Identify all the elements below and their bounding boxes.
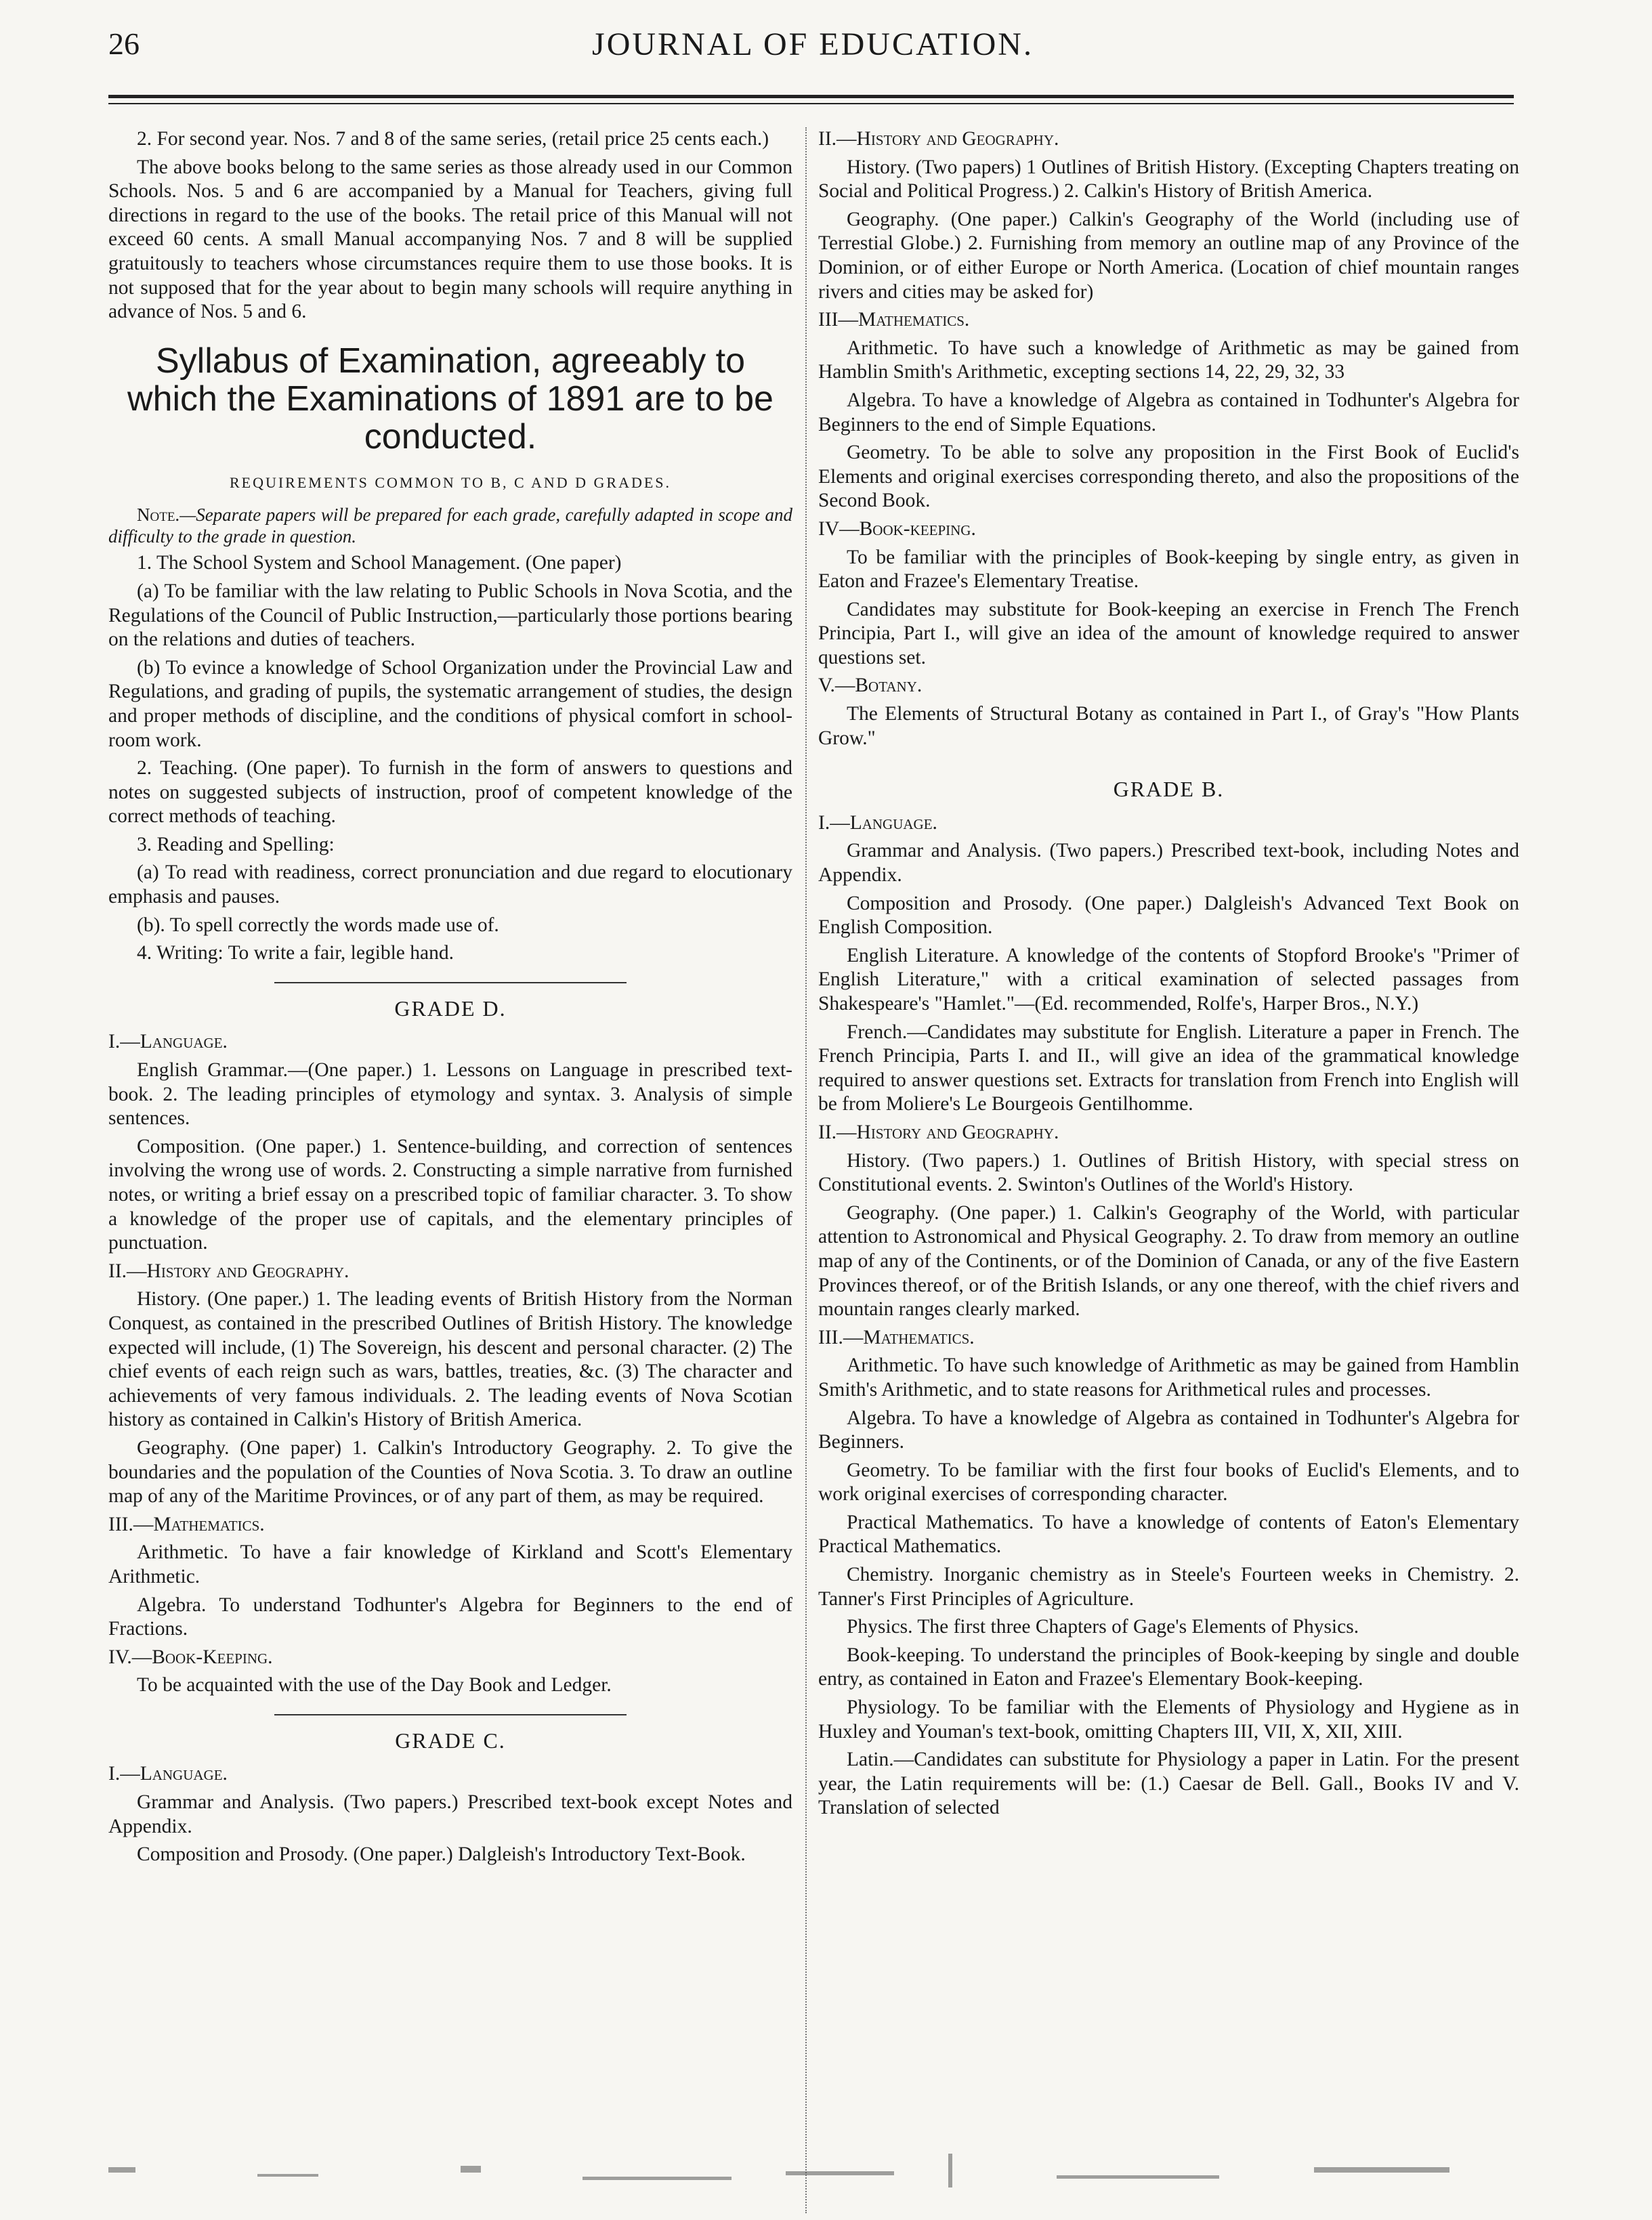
syllabus-heading: Syllabus of Examination, agreeably to which the Examinations of 1891 are to be conducted. [127, 341, 774, 456]
subject-paragraph: English Grammar.—(One paper.) 1. Lessons on Language in prescribed text-book. 2. The leading principles of etymology and syntax. 3. Analysis of simple sentences. [108, 1059, 792, 1130]
subject-paragraph: Geography. (One paper.) Calkin's Geography of the World (including use of Terrestial Globe.) 2. Furnishing from memory an outline map of any Province of the Dominion, or of either Europe or North America. (Location of chief mountain ranges rivers and cities may be asked for) [818, 208, 1519, 303]
subject-paragraph: Geometry. To be familiar with the first four books of Euclid's Elements, and to work original exercises of corresponding character. [818, 1459, 1519, 1506]
intro-paragraph: The above books belong to the same series as those already used in our Common Schools. Nos. 5 and 6 are accompanied by a Manual for Teachers, giving full directions in regard to the use of the books. The retail price of this Manual will not exceed 60 cents. A small Manual accompanying Nos. 7 and 8 will be supplied gratuitously to teachers whose circumstances require them to use those books. It is not supposed that for the year about to begin many schools will require anything in advance of Nos. 5 and 6. [108, 156, 792, 323]
subject-paragraph: Book-keeping. To understand the principles of Book-keeping by single and double entry, as contained in Eaton and Frazee's Elementary Book-keeping. [818, 1644, 1519, 1690]
subject-paragraph: Candidates may substitute for Book-keeping an exercise in French The French Principia, Part I., will give an idea of the amount of knowledge required to answer questions set. [818, 598, 1519, 668]
subject-paragraph: Composition. (One paper.) 1. Sentence-building, and correction of sentences involving the wrong use of words. 2. Constructing a simple narrative from furnished notes, or writing a brief essay on a prescribed topic of familiar character. 3. To show a knowledge of the proper use of capitals, and the elementary principles of punctuation. [108, 1135, 792, 1254]
subject-paragraph: Composition and Prosody. (One paper.) Dalgleish's Introductory Text-Book. [137, 1843, 746, 1866]
subject-heading: IV—Book-keeping. [818, 517, 976, 540]
subject-paragraph: History. (Two papers) 1 Outlines of British History. (Excepting Chapters treating on Social and Political Progress.) 2. Calkin's History of British America. [818, 156, 1519, 202]
section-rule [274, 982, 627, 983]
subject-heading: II.—History and Geography. [108, 1260, 350, 1282]
subject-paragraph: Physics. The first three Chapters of Gage's Elements of Physics. [847, 1616, 1359, 1638]
requirement-item: (b) To evince a knowledge of School Organization under the Provincial Law and Regulations, and grading of pupils, the systematic arrangement of studies, the design and proper methods of discipline, and the conditions of physical comfort in school-room work. [108, 656, 792, 751]
subject-paragraph: Chemistry. Inorganic chemistry as in Steele's Fourteen weeks in Chemistry. 2. Tanner's First Principles of Agriculture. [818, 1564, 1519, 1610]
grade-b-section [818, 811, 1519, 1820]
subject-paragraph: Geometry. To be able to solve any proposition in the First Book of Euclid's Elements and original exercises corresponding thereto, and also the propositions of the Second Book. [818, 442, 1519, 512]
subject-paragraph: The Elements of Structural Botany as contained in Part I., of Gray's "How Plants Grow." [818, 703, 1519, 749]
requirements-subhead: REQUIREMENTS COMMON TO B, C AND D GRADES. [229, 473, 672, 491]
subject-paragraph: English Literature. A knowledge of the contents of Stopford Brooke's "Primer of English Literature," with a critical examination of selected passages from Shakespeare's "Hamlet."—(Ed. recommended, Rolfe's, Harper Bros., N.Y.) [818, 944, 1519, 1015]
note-paragraph [108, 504, 792, 547]
subject-paragraph: Grammar and Analysis. (Two papers.) Prescribed text-book, including Notes and Appendix. [818, 840, 1519, 887]
header-rule-thin [108, 103, 1514, 104]
grade-c-continued [818, 127, 1519, 750]
subject-paragraph: Grammar and Analysis. (Two papers.) Prescribed text-book except Notes and Appendix. [108, 1791, 792, 1837]
scan-bleed-through [108, 2147, 1517, 2194]
note-text: —Separate papers will be prepared for each grade, carefully adapted in scope and difficulty to the grade in question. [108, 505, 792, 547]
subject-paragraph: Composition and Prosody. (One paper.) Dalgleish's Advanced Text Book on English Composition. [818, 892, 1519, 939]
requirement-item: (a) To be familiar with the law relating to Public Schools in Nova Scotia, and the Regulations of the Council of Public Instruction,—particularly those portions bearing on the relations and duties of teachers. [108, 580, 792, 651]
subject-heading: I.—Language. [108, 1763, 228, 1785]
intro-section [108, 127, 792, 324]
requirement-item: 2. Teaching. (One paper). To furnish in the form of answers to questions and notes on suggested subjects of instruction, proof of competent knowledge of the correct methods of teaching. [108, 757, 792, 828]
subject-heading: I.—Language. [108, 1031, 228, 1053]
left-column [108, 127, 792, 1871]
note-label: Note. [137, 505, 180, 526]
subject-paragraph: To be familiar with the principles of Book-keeping by single entry, as given in Eaton and Frazee's Elementary Treatise. [818, 546, 1519, 593]
subject-heading: III—Mathematics. [818, 309, 970, 331]
subject-paragraph: Arithmetic. To have a fair knowledge of Kirkland and Scott's Elementary Arithmetic. [108, 1541, 792, 1587]
requirement-item: (b). To spell correctly the words made use of. [137, 914, 499, 936]
page-header [108, 26, 1517, 73]
subject-paragraph: Arithmetic. To have such knowledge of Arithmetic as may be gained from Hamblin Smith's Arithmetic, and to state reasons for Arithmetical rules and processes. [818, 1354, 1519, 1401]
requirement-item: 4. Writing: To write a fair, legible hand. [137, 942, 454, 964]
subject-paragraph: History. (Two papers.) 1. Outlines of British History, with special stress on Constitutional events. 2. Swinton's Outlines of the World's History. [818, 1149, 1519, 1196]
requirement-item: 3. Reading and Spelling: [137, 833, 335, 855]
journal-title: JOURNAL OF EDUCATION. [592, 26, 1034, 62]
subject-paragraph: Algebra. To have a knowledge of Algebra as contained in Todhunter's Algebra for Beginners to the end of Simple Equations. [818, 389, 1519, 435]
subject-heading: V.—Botany. [818, 675, 923, 697]
subject-paragraph: Latin.—Candidates can substitute for Physiology a paper in Latin. For the present year, the Latin requirements will be: (1.) Caesar de Bell. Gall., Books IV and V. Translation of selected [818, 1749, 1519, 1819]
grade-b-heading: GRADE B. [1113, 777, 1225, 802]
requirement-item: 1. The School System and School Management. (One paper) [137, 552, 622, 574]
grade-d-heading: GRADE D. [394, 996, 507, 1021]
subject-paragraph: Geography. (One paper.) 1. Calkin's Geography of the World, with particular attention to Astronomical and Physical Geography. 2. To draw from memory an outline map of any of the Continents, or of the Dominion of Canada, or any of the five Eastern Provinces thereof, or of the British Islands, or any one thereof, with the chief rivers and mountain ranges clearly marked. [818, 1201, 1519, 1321]
subject-paragraph: Algebra. To understand Todhunter's Algebra for Beginners to the end of Fractions. [108, 1594, 792, 1640]
requirement-item: (a) To read with readiness, correct pronunciation and due regard to elocutionary emphasis and pauses. [108, 861, 792, 908]
subject-heading: I.—Language. [818, 811, 937, 834]
grade-d-section [108, 1030, 792, 1697]
subject-heading: IV.—Book-Keeping. [108, 1646, 273, 1668]
subject-heading: II.—History and Geography. [818, 128, 1059, 150]
subject-paragraph: Algebra. To have a knowledge of Algebra as contained in Todhunter's Algebra for Beginners. [818, 1407, 1519, 1453]
section-rule [274, 1714, 627, 1715]
subject-paragraph: To be acquainted with the use of the Day Book and Ledger. [137, 1674, 612, 1696]
header-rule-thick [108, 95, 1514, 98]
column-divider [805, 127, 807, 2213]
subject-paragraph: French.—Candidates may substitute for English. Literature a paper in French. The French Principia, Parts I. and II., will give an idea of the grammatical knowledge required to answer questions set. Extracts for translation from French into English will be from Moliere's Le Bourgeois Gentilhomme. [818, 1021, 1519, 1115]
subject-heading: II.—History and Geography. [818, 1121, 1059, 1143]
right-column [818, 127, 1519, 1824]
subject-heading: III.—Mathematics. [818, 1326, 975, 1348]
subject-heading: III.—Mathematics. [108, 1513, 265, 1535]
common-requirements [108, 551, 792, 966]
subject-paragraph: Physiology. To be familiar with the Elements of Physiology and Hygiene as in Huxley and Youman's text-book, omitting Chapters III, VII, X, XII, XIII. [818, 1696, 1519, 1743]
page-number: 26 [108, 26, 140, 61]
grade-c-heading: GRADE C. [395, 1728, 506, 1753]
subject-paragraph: History. (One paper.) 1. The leading events of British History from the Norman Conquest, as contained in the prescribed Outlines of British History. The knowledge expected will include, (1) The Sovereign, his descent and personal character. (2) The chief events of each reign such as wars, battles, treaties, &c. (3) The character and achievements of very famous individuals. 2. The leading events of Nova Scotian history as contained in Calkin's History of British America. [108, 1288, 792, 1431]
subject-paragraph: Practical Mathematics. To have a knowledge of contents of Eaton's Elementary Practical Mathematics. [818, 1511, 1519, 1558]
grade-c-section [108, 1762, 792, 1866]
subject-paragraph: Arithmetic. To have such a knowledge of Arithmetic as may be gained from Hamblin Smith's Arithmetic, excepting sections 14, 22, 29, 32, 33 [818, 337, 1519, 383]
intro-paragraph: 2. For second year. Nos. 7 and 8 of the same series, (retail price 25 cents each.) [137, 128, 769, 150]
subject-paragraph: Geography. (One paper) 1. Calkin's Introductory Geography. 2. To give the boundaries and the population of the Counties of Nova Scotia. 3. To draw an outline map of any of the Maritime Provinces, or of any part of them, as may be required. [108, 1436, 792, 1508]
